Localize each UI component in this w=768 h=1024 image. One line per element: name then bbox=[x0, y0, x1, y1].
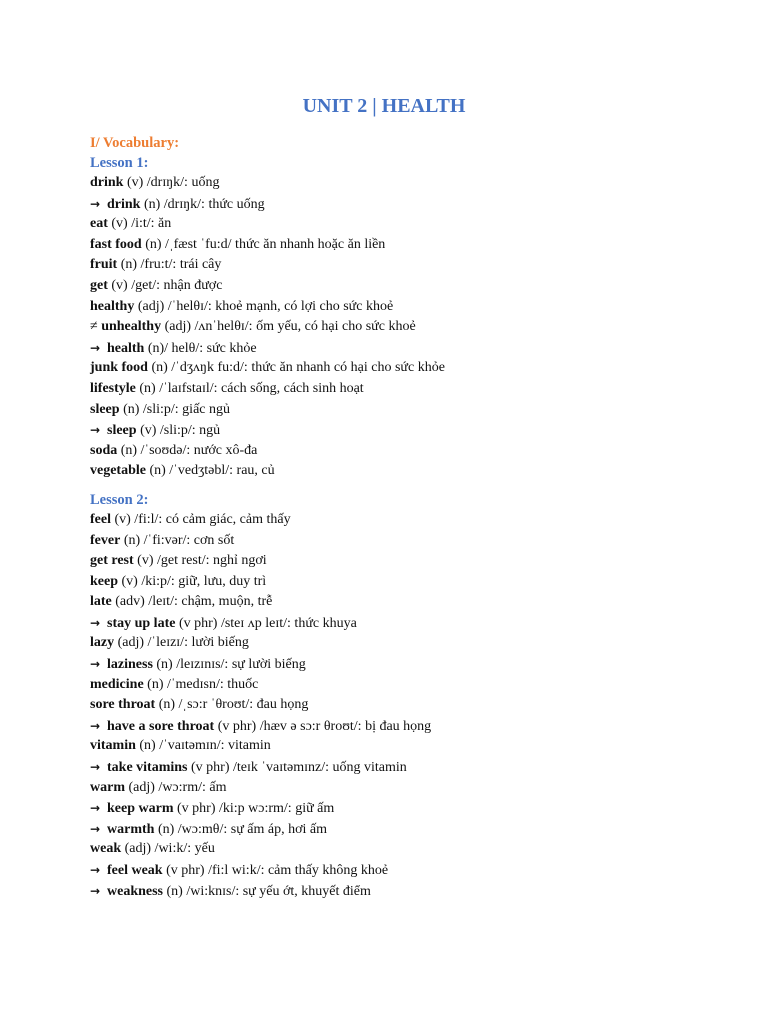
vocab-definition: (adj) /wi:k/: yếu bbox=[121, 841, 215, 857]
vocab-definition: (v phr) /hæv ə sɔ:r θroʊt/: bị đau họng bbox=[214, 718, 432, 734]
vocab-word: warm bbox=[90, 779, 125, 795]
vocab-entry bbox=[90, 675, 730, 696]
vocab-definition: (n) /ˌsɔ:r ˈθroʊt/: đau họng bbox=[155, 697, 309, 713]
vocab-definition: (v phr) /teɪk ˈvaɪtəmɪnz/: uống vitamin bbox=[187, 760, 407, 776]
vocab-entry bbox=[90, 819, 730, 840]
vocabulary-content bbox=[90, 133, 730, 901]
vocab-word: drink bbox=[90, 175, 124, 190]
vocab-entry bbox=[90, 757, 730, 778]
vocab-definition: (v phr) /steɪ ʌp leɪt/: thức khuya bbox=[175, 615, 357, 631]
vocab-word: stay up late bbox=[107, 615, 176, 631]
vocab-entry bbox=[90, 531, 730, 552]
arrow-right-icon: → bbox=[90, 615, 101, 630]
arrow-right-icon: → bbox=[90, 423, 101, 438]
vocab-entry bbox=[90, 235, 730, 256]
vocab-definition: (v phr) /ki:p wɔ:rm/: giữ ấm bbox=[173, 801, 335, 817]
vocab-definition: (n) /ˈvedʒtəbl/: rau, củ bbox=[145, 463, 275, 479]
vocab-definition: (n) /fru:t/: trái cây bbox=[117, 257, 222, 273]
vocab-word: fever bbox=[90, 532, 121, 548]
vocab-entry bbox=[90, 695, 730, 716]
vocab-definition: (v) /drɪŋk/: uống bbox=[123, 175, 220, 190]
vocab-word: junk food bbox=[90, 360, 148, 376]
vocab-entry bbox=[90, 510, 730, 531]
vocab-word: feel weak bbox=[107, 863, 163, 878]
vocab-word: lifestyle bbox=[90, 380, 136, 396]
arrow-right-icon: → bbox=[90, 863, 101, 877]
arrow-right-icon: → bbox=[90, 196, 101, 211]
arrow-right-icon: → bbox=[90, 657, 101, 672]
vocab-word: healthy bbox=[90, 298, 135, 314]
vocab-definition: (n) /ˈsoʊdə/: nước xô-đa bbox=[117, 442, 258, 458]
vocab-entry bbox=[90, 173, 730, 194]
vocab-entry bbox=[90, 592, 730, 613]
arrow-right-icon: → bbox=[90, 883, 101, 898]
vocab-word: eat bbox=[90, 216, 108, 232]
vocab-word: sleep bbox=[107, 423, 137, 439]
vocab-entry bbox=[90, 358, 730, 379]
vocab-word: keep bbox=[90, 573, 118, 589]
vocab-entry bbox=[90, 860, 730, 881]
vocab-entry bbox=[90, 194, 730, 215]
vocab-definition: (adj) /wɔ:rm/: ấm bbox=[125, 779, 227, 795]
vocab-definition: (n) /drɪŋk/: thức uống bbox=[140, 196, 265, 212]
vocab-word: health bbox=[107, 340, 145, 356]
vocab-word: keep warm bbox=[107, 801, 174, 817]
vocab-entry bbox=[90, 736, 730, 757]
vocab-word: lazy bbox=[90, 635, 115, 651]
vocab-entry bbox=[90, 461, 730, 482]
vocab-word: laziness bbox=[107, 657, 153, 673]
vocab-entry bbox=[90, 420, 730, 441]
section-heading-vocabulary: I/ Vocabulary: bbox=[90, 135, 180, 151]
lessons-container bbox=[90, 153, 730, 901]
vocab-entry bbox=[90, 297, 730, 318]
vocab-definition: (adj) /ˈhelθɪ/: khoẻ mạnh, có lợi cho sức khoẻ bbox=[134, 298, 394, 314]
vocab-definition: (v) /get rest/: nghỉ ngơi bbox=[133, 553, 267, 569]
vocab-entry bbox=[90, 633, 730, 654]
vocab-word: fast food bbox=[90, 236, 142, 252]
vocab-entry bbox=[90, 839, 730, 860]
vocab-definition: (n)/ helθ/: sức khỏe bbox=[144, 340, 257, 356]
vocab-entry bbox=[90, 654, 730, 675]
vocab-word: late bbox=[90, 594, 112, 610]
vocab-definition: (n) /ˈlaɪfstaɪl/: cách sống, cách sinh hoạt bbox=[135, 380, 364, 396]
vocab-word: sleep bbox=[90, 401, 120, 417]
vocab-word: fruit bbox=[90, 257, 118, 273]
not-equal-prefix: ≠ bbox=[90, 319, 102, 335]
vocab-definition: (n) /ˈmedɪsn/: thuốc bbox=[143, 676, 259, 692]
vocab-word: weak bbox=[90, 841, 122, 857]
lesson-heading: Lesson 2: bbox=[90, 491, 149, 508]
vocab-entry bbox=[90, 551, 730, 572]
vocab-definition: (n) /wi:knɪs/: sự yếu ớt, khuyết điểm bbox=[163, 883, 371, 899]
vocab-entry bbox=[90, 778, 730, 799]
vocab-word: warmth bbox=[107, 821, 155, 837]
vocab-entry bbox=[90, 317, 730, 338]
vocab-definition: (v) /sli:p/: ngủ bbox=[136, 423, 221, 439]
vocab-word: sore throat bbox=[90, 697, 156, 713]
arrow-right-icon: → bbox=[90, 718, 101, 733]
vocab-entry bbox=[90, 338, 730, 359]
page-title: UNIT 2 | HEALTH bbox=[302, 95, 466, 117]
vocab-entry bbox=[90, 255, 730, 276]
vocab-definition: (v phr) /fi:l wi:k/: cảm thấy không khoẻ bbox=[162, 863, 389, 878]
vocab-entry bbox=[90, 572, 730, 593]
vocab-word: weakness bbox=[107, 883, 164, 899]
vocab-entry bbox=[90, 881, 730, 902]
vocab-definition: (n) /ˌfæst ˈfu:d/ thức ăn nhanh hoặc ăn liền bbox=[141, 236, 386, 252]
vocab-entry bbox=[90, 613, 730, 634]
vocab-entry bbox=[90, 716, 730, 737]
lesson-heading: Lesson 1: bbox=[90, 155, 149, 171]
vocab-definition: (v) /fi:l/: có cảm giác, cảm thấy bbox=[110, 511, 291, 527]
arrow-right-icon: → bbox=[90, 821, 101, 836]
vocab-definition: (adj) /ʌnˈhelθɪ/: ốm yếu, có hại cho sức khoẻ bbox=[161, 319, 416, 335]
vocab-word: get rest bbox=[90, 553, 134, 569]
vocab-word: feel bbox=[90, 511, 111, 527]
vocab-entry bbox=[90, 400, 730, 421]
arrow-right-icon: → bbox=[90, 340, 101, 355]
vocab-word: medicine bbox=[90, 676, 144, 692]
vocab-definition: (n) /ˈfi:vər/: cơn sốt bbox=[120, 532, 235, 548]
vocab-definition: (n) /ˈdʒʌŋk fu:d/: thức ăn nhanh có hại cho sức khỏe bbox=[147, 360, 445, 376]
vocab-definition: (v) /i:t/: ăn bbox=[107, 216, 172, 232]
vocab-definition: (n) /ˈvaɪtəmɪn/: vitamin bbox=[135, 738, 271, 754]
vocab-word: vitamin bbox=[90, 738, 136, 754]
vocab-word: have a sore throat bbox=[107, 718, 215, 734]
vocab-definition: (n) /sli:p/: giấc ngủ bbox=[119, 401, 230, 417]
vocab-entry bbox=[90, 441, 730, 462]
vocab-entry bbox=[90, 276, 730, 297]
vocab-word: get bbox=[90, 277, 108, 293]
arrow-right-icon: → bbox=[90, 801, 101, 816]
vocab-word: soda bbox=[90, 442, 118, 458]
arrow-right-icon: → bbox=[90, 760, 101, 775]
vocab-word: unhealthy bbox=[101, 319, 162, 335]
vocab-entry bbox=[90, 798, 730, 819]
vocab-entry bbox=[90, 379, 730, 400]
vocab-definition: (adv) /leɪt/: chậm, muộn, trễ bbox=[111, 594, 273, 610]
vocab-definition: (n) /wɔ:mθ/: sự ấm áp, hơi ấm bbox=[154, 821, 327, 837]
vocab-definition: (n) /leɪzɪnɪs/: sự lười biếng bbox=[152, 657, 306, 673]
vocab-definition: (v) /get/: nhận được bbox=[107, 277, 223, 293]
vocab-word: drink bbox=[107, 196, 141, 212]
vocab-entry bbox=[90, 214, 730, 235]
vocab-definition: (adj) /ˈleɪzɪ/: lười biếng bbox=[114, 635, 249, 651]
vocab-word: take vitamins bbox=[107, 760, 188, 776]
vocab-definition: (v) /ki:p/: giữ, lưu, duy trì bbox=[118, 573, 267, 589]
vocab-word: vegetable bbox=[90, 463, 146, 479]
